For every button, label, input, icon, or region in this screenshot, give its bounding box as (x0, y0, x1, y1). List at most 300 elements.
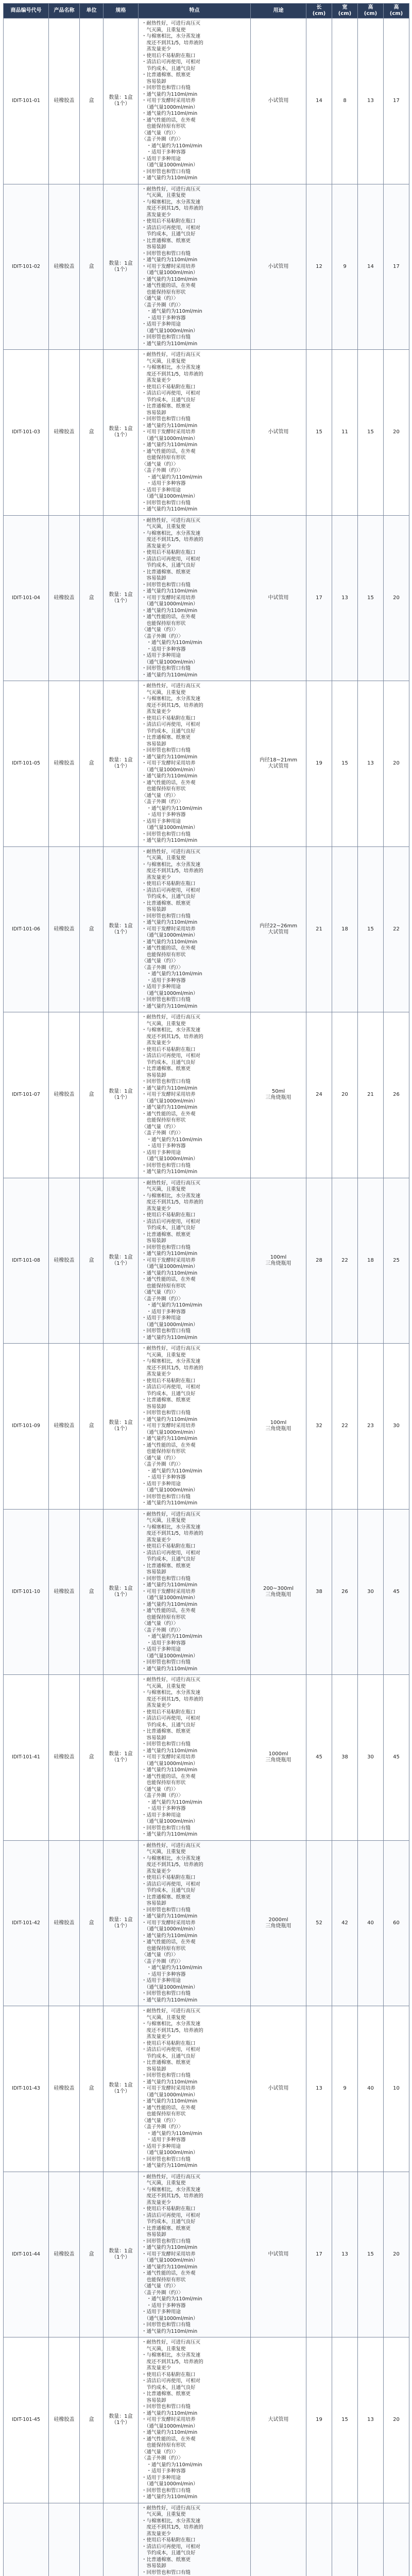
feature-line: ・通气量约为110ml/min (142, 1334, 198, 1341)
cell-length: 28 (306, 1178, 332, 1344)
cell-unit: 盒 (80, 184, 104, 350)
feature-line: ・与棉塞相比，水分蒸发速 (142, 33, 201, 39)
table-row (4, 2503, 409, 2576)
feature-line: ・通气量约为110ml/min (142, 2328, 198, 2334)
feature-line: ・适用于多种容器 (142, 1475, 186, 1480)
feature-line: 度还不到其1/5，培养液的 (142, 2027, 203, 2033)
feature-line: ・通气量约为110ml/min (142, 920, 198, 925)
feature-line: ・通气性能的话，在外观 (142, 2270, 196, 2276)
cell-width: 11 (332, 350, 358, 516)
feature-line: ・清洁后可再使用，可相对 (142, 887, 201, 893)
cell-length: 45 (306, 1675, 332, 1841)
cell-use: 2000ml 三角烧瓶用 (251, 1840, 306, 2006)
table-row (4, 1178, 409, 1344)
cell-spec: 数量：1盒 （1个） (104, 1509, 139, 1675)
cell-model: IDIT-101-44 (4, 2172, 49, 2337)
feature-line: ・通气量约为110ml/min (142, 2264, 198, 2270)
feature-line: ・通气量约为110ml/min (142, 1582, 198, 1588)
feature-line: ・通气量约为110ml/min (142, 1500, 198, 1506)
feature-line: 蒸发量更少 (142, 46, 171, 52)
cell-length: 14 (306, 19, 332, 184)
feature-line: 容易装卸 (142, 1569, 166, 1575)
cell-unit: 盒 (80, 846, 104, 1012)
table-row (4, 1675, 409, 1841)
feature-line: ・回形管也和管口有缝 (142, 748, 191, 753)
feature-line: 度还不到其1/5，培养液的 (142, 2524, 203, 2530)
feature-line: ・清洁后可再使用，可相对 (142, 2378, 201, 2384)
feature-line: 〈通气量（约）〉 (142, 1621, 179, 1626)
cell-height-2: 60 (384, 1840, 409, 2006)
feature-line: ・耐热性好，可进行高压灭 (142, 1511, 201, 1517)
feature-line: 〈通气量（约）〉 (142, 461, 179, 467)
feature-line: ・通气量约为110ml/min (142, 2430, 198, 2435)
cell-unit: 盒 (80, 2337, 104, 2503)
cell-name: 硅橡胶盖 (49, 515, 80, 681)
cell-height: 13 (358, 19, 384, 184)
cell-name: 硅橡胶盖 (49, 1840, 80, 2006)
feature-line: 〈通气量（约）〉 (142, 2449, 179, 2455)
feature-line: ・耐热性好，可进行高压灭 (142, 2008, 201, 2014)
feature-line: ・与棉塞相比，水分蒸发速 (142, 696, 201, 702)
cell-model: IDIT-101-08 (4, 1178, 49, 1344)
feature-line: ・通气量约为110ml/min (142, 1601, 198, 1607)
feature-line: ・通气量约为110ml/min (142, 1105, 198, 1110)
feature-line: 度还不到其1/5，培养液的 (142, 371, 203, 377)
feature-line: ・通气量约为110ml/min (142, 341, 198, 347)
feature-line: 也能保持原有形状 (142, 1449, 186, 1454)
feature-line: 〈通气量（约）〉 (142, 2117, 179, 2124)
cell-unit: 盒 (80, 19, 104, 184)
feature-line: ・通气量约为110ml/min (142, 309, 202, 314)
cell-name: 硅橡胶盖 (49, 1178, 80, 1344)
feature-line: 〈通气量（约）〉 (142, 958, 179, 964)
cell-model: IDIT-101-41 (4, 1675, 49, 1841)
cell-length: 21 (306, 846, 332, 1012)
cell-width: 18 (332, 846, 358, 1012)
feature-line: ・与棉塞相比，水分蒸发速 (142, 1524, 201, 1530)
feature-line: ・通气性能的话，在外观 (142, 1939, 196, 1945)
feature-line: ・适用于多种用途 (142, 487, 181, 493)
feature-line: 蒸发量更少 (142, 543, 171, 549)
feature-line: ・通气量约为110ml/min (142, 2296, 202, 2302)
feature-line: ・耐热性好，可进行高压灭 (142, 1346, 201, 1351)
feature-line: 蒸发量更少 (142, 1040, 171, 1046)
cell-spec: 数量：1盒 （1个） (104, 1178, 139, 1344)
feature-line: 〈通气量（约）〉 (142, 1124, 179, 1130)
feature-line: （通气量1000ml/min） (142, 1595, 198, 1601)
feature-line: ・通气量约为110ml/min (142, 1965, 202, 1971)
col-header-height: 高 (cm) (358, 4, 384, 19)
feature-line: （通气量1000ml/min） (142, 2481, 198, 2487)
feature-line: ・通气量约为110ml/min (142, 2098, 198, 2104)
feature-line: （通气量1000ml/min） (142, 659, 198, 665)
feature-line: 度还不到其1/5，培养液的 (142, 1696, 203, 1702)
cell-spec: 数量：1盒 （1个） (104, 19, 139, 184)
feature-line: 也能保持原有形状 (142, 1117, 186, 1123)
feature-line: 气灭菌，且重复使 (142, 2180, 186, 2186)
feature-line: （通气量1000ml/min） (142, 1487, 198, 1493)
feature-line: ・使用后不易粘附在瓶口 (142, 53, 196, 59)
cell-length: 13 (306, 2006, 332, 2172)
feature-line: 也能保持原有形状 (142, 952, 186, 958)
table-row (4, 1509, 409, 1675)
cell-spec: 数量：1盒 （1个） (104, 1344, 139, 1510)
cell-height: 40 (358, 2006, 384, 2172)
cell-height-2: 17 (384, 19, 409, 184)
col-header-name: 产品名称 (49, 4, 80, 19)
cell-length: 52 (306, 1840, 332, 2006)
feature-line: 蒸发量更少 (142, 2034, 171, 2040)
cell-length: 17 (306, 2172, 332, 2337)
feature-line: ・清洁后可再使用，可相对 (142, 1716, 201, 1721)
cell-unit: 盒 (80, 2006, 104, 2172)
feature-line: ・耐热性好，可进行高压灭 (142, 1180, 201, 1186)
feature-line: ・适用于多种用途 (142, 1978, 181, 1984)
feature-line: 容易装卸 (142, 1238, 166, 1244)
cell-height-2: 45 (384, 1509, 409, 1675)
cell-length: 24 (306, 1012, 332, 1178)
feature-line: 容易装卸 (142, 244, 166, 250)
feature-line: ・通气量约为110ml/min (142, 2079, 198, 2085)
col-header-features: 特点 (139, 4, 251, 19)
feature-line: 气灭菌，且重复使 (142, 1518, 186, 1523)
cell-features (139, 1178, 251, 1344)
cell-spec: 数量：1盒 （1个） (104, 681, 139, 847)
feature-line: 容易装卸 (142, 1735, 166, 1741)
feature-line: ・与棉塞相比，水分蒸发速 (142, 1690, 201, 1696)
cell-height: 30 (358, 1509, 384, 1675)
feature-line: ・与棉塞相比，水分蒸发速 (142, 2352, 201, 2358)
feature-line: ・清洁后可再使用，可相对 (142, 556, 201, 562)
feature-line: ・回形管也和管口有缝 (142, 1162, 191, 1168)
feature-line: ・通气量约为110ml/min (142, 1997, 198, 2003)
feature-line: 容易装卸 (142, 78, 166, 84)
table-row (4, 1012, 409, 1178)
cell-model: IDIT-101-01 (4, 19, 49, 184)
feature-line: ・通气量约为110ml/min (142, 1468, 202, 1474)
cell-height: 15 (358, 350, 384, 516)
feature-line: 〈盖子外圈（约）〉 (142, 137, 183, 142)
cell-use: 小试管用 (251, 19, 306, 184)
feature-line: ・通气量约为110ml/min (142, 1832, 198, 1837)
feature-line: 〈通气量（约）〉 (142, 2283, 179, 2289)
feature-line: 〈盖子外圈（约）〉 (142, 302, 183, 308)
cell-length (306, 2503, 332, 2576)
feature-line: ・回形管也和管口有缝 (142, 2569, 191, 2575)
cell-name: 硅橡胶盖 (49, 681, 80, 847)
feature-line: （通气量1000ml/min） (142, 104, 198, 110)
cell-height-2: 20 (384, 350, 409, 516)
cell-features (139, 1012, 251, 1178)
feature-line: ・通气量约为110ml/min (142, 474, 202, 480)
cell-model: IDIT-101-07 (4, 1012, 49, 1178)
feature-line: 气灭菌，且重复使 (142, 27, 186, 33)
cell-model (4, 2503, 49, 2576)
feature-line: ・耐热性好，可进行高压灭 (142, 849, 201, 855)
feature-line: ・适用于多种容器 (142, 149, 186, 155)
cell-width: 26 (332, 1509, 358, 1675)
feature-line: ・适用于多种容器 (142, 1143, 186, 1149)
feature-line: 〈通气量（约）〉 (142, 627, 179, 633)
feature-line: ・清洁后可再使用，可相对 (142, 391, 201, 396)
feature-line: ・回形管也和管口有缝 (142, 831, 191, 837)
cell-features (139, 2172, 251, 2337)
feature-line: ・可用于发酵时采用培养 (142, 1423, 196, 1429)
feature-line: ・通气量约为110ml/min (142, 971, 202, 977)
table-row (4, 1344, 409, 1510)
feature-line: 气灭菌，且重复使 (142, 1352, 186, 1358)
cell-unit: 盒 (80, 515, 104, 681)
cell-use: 1000ml 三角烧瓶用 (251, 1675, 306, 1841)
feature-line: ・通气量约为110ml/min (142, 2462, 202, 2468)
feature-line: ・回形管也和管口有缝 (142, 1328, 191, 1334)
cell-features (139, 1344, 251, 1510)
feature-line: ・耐热性好，可进行高压灭 (142, 683, 201, 689)
feature-line: ・耐热性好，可进行高压灭 (142, 21, 201, 26)
feature-line: 也能保持原有形状 (142, 1283, 186, 1289)
feature-line: 〈盖子外圈（约）〉 (142, 1130, 183, 1136)
feature-line: ・可用于发酵时采用培养 (142, 2251, 196, 2257)
feature-line: ・通气量约为110ml/min (142, 1436, 198, 1442)
feature-line: 容易装卸 (142, 1403, 166, 1410)
feature-line: 〈盖子外圈（约）〉 (142, 2124, 183, 2130)
feature-line: ・通气性能的话，在外观 (142, 945, 196, 951)
cell-features (139, 2337, 251, 2503)
cell-features (139, 515, 251, 681)
feature-line: 蒸发量更少 (142, 709, 171, 715)
feature-line: ・与棉塞相比，水分蒸发速 (142, 1855, 201, 1861)
cell-length: 19 (306, 2337, 332, 2503)
feature-line: 度还不到其1/5，培养液的 (142, 1033, 203, 1040)
feature-line: ・通气性能的话，在外观 (142, 2436, 196, 2442)
cell-height: 15 (358, 515, 384, 681)
feature-line: 容易装卸 (142, 1072, 166, 1078)
cell-spec: 数量：1盒 （1个） (104, 1840, 139, 2006)
feature-line: 容易装卸 (142, 575, 166, 581)
feature-line: ・回形管也和管口有缝 (142, 1907, 191, 1913)
feature-line: ・清洁后可再使用，可相对 (142, 1550, 201, 1556)
feature-line: 度还不到其1/5，培养液的 (142, 1862, 203, 1868)
feature-line: 气灭菌，且重复使 (142, 2512, 186, 2517)
cell-use: 内径18~21mm 大试管用 (251, 681, 306, 847)
cell-width: 9 (332, 184, 358, 350)
feature-line: 也能保持原有形状 (142, 620, 186, 626)
cell-height-2 (384, 2503, 409, 2576)
cell-height-2: 26 (384, 1012, 409, 1178)
cell-height-2: 25 (384, 1178, 409, 1344)
feature-line: 蒸发量更少 (142, 2365, 171, 2371)
product-table (3, 3, 409, 2576)
feature-line: （通气量1000ml/min） (142, 2423, 198, 2429)
cell-features (139, 1840, 251, 2006)
feature-line: 节约成本，且通气良好 (142, 231, 196, 237)
feature-line: ・与棉塞相比，水分蒸发速 (142, 1027, 201, 1033)
cell-model: IDIT-101-42 (4, 1840, 49, 2006)
table-row (4, 2006, 409, 2172)
feature-line: ・通气性能的话，在外观 (142, 1442, 196, 1448)
feature-line: 节约成本，且通气良好 (142, 1888, 196, 1893)
feature-line: ・通气性能的话，在外观 (142, 117, 196, 123)
feature-line: ・适用于多种用途 (142, 1481, 181, 1487)
feature-line: ・清洁后可再使用，可相对 (142, 1881, 201, 1887)
cell-height-2: 17 (384, 184, 409, 350)
feature-line: ・使用后不易粘附在瓶口 (142, 1709, 196, 1715)
cell-spec: 数量：1盒 （1个） (104, 846, 139, 1012)
cell-spec: 数量：1盒 （1个） (104, 2006, 139, 2172)
feature-line: （通气量1000ml/min） (142, 2092, 198, 2098)
feature-line: ・通气量约为110ml/min (142, 1634, 202, 1639)
feature-line: ・比普通棉塞、纸塞更 (142, 1728, 191, 1734)
feature-line: ・通气量约为110ml/min (142, 2245, 198, 2250)
feature-line: （通气量1000ml/min） (142, 162, 198, 168)
feature-line: ・通气量约为110ml/min (142, 1085, 198, 1091)
cell-unit: 盒 (80, 1012, 104, 1178)
feature-line: ・回形管也和管口有缝 (142, 1991, 191, 1996)
feature-line: （通气量1000ml/min） (142, 825, 198, 831)
feature-line: ・可用于发酵时采用培养 (142, 760, 196, 766)
feature-line: 蒸发量更少 (142, 212, 171, 218)
feature-line: ・清洁后可再使用，可相对 (142, 1384, 201, 1390)
feature-line: ・使用后不易粘附在瓶口 (142, 715, 196, 721)
feature-line: （通气量1000ml/min） (142, 1156, 198, 1162)
cell-use: 50ml 三角烧瓶用 (251, 1012, 306, 1178)
feature-line: ・可用于发酵时采用培养 (142, 1257, 196, 1263)
feature-line: ・适用于多种用途 (142, 984, 181, 990)
feature-line: 节约成本，且通气良好 (142, 2219, 196, 2225)
feature-line: ・比普通棉塞、纸塞更 (142, 2391, 191, 2397)
cell-model: IDIT-101-06 (4, 846, 49, 1012)
feature-line: ・通气量约为110ml/min (142, 805, 202, 811)
feature-line: ・适用于多种用途 (142, 1647, 181, 1652)
cell-width: 15 (332, 2337, 358, 2503)
cell-features (139, 2006, 251, 2172)
feature-line: ・通气量约为110ml/min (142, 2163, 198, 2168)
feature-line: ・比普通棉塞、纸塞更 (142, 2225, 191, 2231)
feature-line: ・回形管也和管口有缝 (142, 582, 191, 588)
col-header-width: 宽 (cm) (332, 4, 358, 19)
feature-line: ・回形管也和管口有缝 (142, 500, 191, 506)
feature-line: ・适用于多种容器 (142, 646, 186, 652)
cell-unit: 盒 (80, 1344, 104, 1510)
feature-line: 节约成本，且通气良好 (142, 397, 196, 403)
feature-line: （通气量1000ml/min） (142, 1429, 198, 1435)
cell-use (251, 2503, 306, 2576)
cell-use: 小试管用 (251, 350, 306, 516)
feature-line: ・通气量约为110ml/min (142, 588, 198, 594)
feature-line: ・使用后不易粘附在瓶口 (142, 1378, 196, 1384)
feature-line: 〈盖子外圈（约）〉 (142, 1793, 183, 1799)
feature-line: ・适用于多种用途 (142, 1149, 181, 1156)
feature-line: ・耐热性好，可进行高压灭 (142, 352, 201, 358)
feature-line: 蒸发量更少 (142, 1703, 171, 1708)
feature-line: ・可用于发酵时采用培养 (142, 1092, 196, 1097)
feature-line: （通气量1000ml/min） (142, 1984, 198, 1990)
feature-line: ・通气量约为110ml/min (142, 1913, 198, 1919)
feature-line: ・适用于多种用途 (142, 156, 181, 162)
cell-name: 硅橡胶盖 (49, 1509, 80, 1675)
feature-line: 节约成本，且通气良好 (142, 2053, 196, 2059)
feature-line: ・通气性能的话，在外观 (142, 1277, 196, 1282)
col-header-model: 商品编号代号 (4, 4, 49, 19)
feature-line: ・可用于发酵时采用培养 (142, 429, 196, 435)
feature-line: ・通气量约为110ml/min (142, 672, 198, 678)
feature-line: 节约成本，且通气良好 (142, 1225, 196, 1231)
feature-line: ・回形管也和管口有缝 (142, 1494, 191, 1500)
feature-line: ・与棉塞相比，水分蒸发速 (142, 1193, 201, 1199)
feature-line: 〈盖子外圈（约）〉 (142, 1462, 183, 1467)
feature-line: ・回形管也和管口有缝 (142, 1410, 191, 1416)
col-header-use: 用途 (251, 4, 306, 19)
feature-line: ・通气性能的话，在外观 (142, 1608, 196, 1614)
feature-line: ・回形管也和管口有缝 (142, 2238, 191, 2244)
feature-line: （通气量1000ml/min） (142, 1321, 198, 1328)
feature-line: ・回形管也和管口有缝 (142, 2156, 191, 2162)
feature-line: ・适用于多种容器 (142, 2137, 186, 2143)
feature-line: 气灭菌，且重复使 (142, 358, 186, 364)
feature-line: ・通气量约为110ml/min (142, 2494, 198, 2500)
feature-line: ・回形管也和管口有缝 (142, 168, 191, 175)
feature-line: ・回形管也和管口有缝 (142, 2073, 191, 2078)
feature-line: 节约成本，且通气良好 (142, 2550, 196, 2556)
feature-line: ・与棉塞相比，水分蒸发速 (142, 530, 201, 536)
cell-unit: 盒 (80, 1840, 104, 2006)
feature-line: 气灭菌，且重复使 (142, 1849, 186, 1855)
feature-line: 〈盖子外圈（约）〉 (142, 468, 183, 473)
cell-height: 15 (358, 846, 384, 1012)
feature-line: （通气量1000ml/min） (142, 1819, 198, 1824)
feature-line: ・通气量约为110ml/min (142, 2130, 202, 2137)
feature-line: ・回形管也和管口有缝 (142, 666, 191, 671)
feature-line: 〈盖子外圈（约）〉 (142, 2290, 183, 2296)
cell-width: 13 (332, 515, 358, 681)
feature-line: 气灭菌，且重复使 (142, 1683, 186, 1689)
cell-name: 硅橡胶盖 (49, 2006, 80, 2172)
feature-line: ・适用于多种用途 (142, 2309, 181, 2315)
cell-name: 硅橡胶盖 (49, 184, 80, 350)
feature-line: ・回形管也和管口有缝 (142, 1741, 191, 1747)
table-row (4, 681, 409, 847)
cell-use: 中试管用 (251, 515, 306, 681)
feature-line: 容易装卸 (142, 2066, 166, 2072)
cell-name: 硅橡胶盖 (49, 1675, 80, 1841)
feature-line: ・通气量约为110ml/min (142, 1748, 198, 1754)
feature-line: 度还不到其1/5，培养液的 (142, 868, 203, 874)
feature-line: ・通气性能的话，在外观 (142, 448, 196, 454)
feature-line: ・通气量约为110ml/min (142, 1270, 198, 1276)
feature-line: ・适用于多种容器 (142, 1806, 186, 1811)
col-header-unit: 单位 (80, 4, 104, 19)
cell-width: 20 (332, 1012, 358, 1178)
feature-line: 容易装卸 (142, 2397, 166, 2403)
cell-use: 小试管用 (251, 2006, 306, 2172)
feature-line: ・通气量约为110ml/min (142, 1169, 198, 1175)
feature-line: 容易装卸 (142, 907, 166, 912)
cell-unit: 盒 (80, 1178, 104, 1344)
feature-line: ・可用于发酵时采用培养 (142, 926, 196, 932)
feature-line: ・通气性能的话，在外观 (142, 2105, 196, 2111)
feature-line: ・通气性能的话，在外观 (142, 1773, 196, 1780)
feature-line: 蒸发量更少 (142, 2531, 171, 2537)
cell-spec: 数量：1盒 （1个） (104, 350, 139, 516)
feature-line: 度还不到其1/5，培养液的 (142, 1531, 203, 1536)
feature-line: 气灭菌，且重复使 (142, 2014, 186, 2021)
feature-line: ・适用于多种容器 (142, 2468, 186, 2474)
feature-line: ・可用于发酵时采用培养 (142, 1588, 196, 1595)
feature-line: ・通气量约为110ml/min (142, 1302, 202, 1308)
cell-height: 14 (358, 184, 384, 350)
feature-line: ・回形管也和管口有缝 (142, 334, 191, 340)
feature-line: ・比普通棉塞、纸塞更 (142, 403, 191, 409)
